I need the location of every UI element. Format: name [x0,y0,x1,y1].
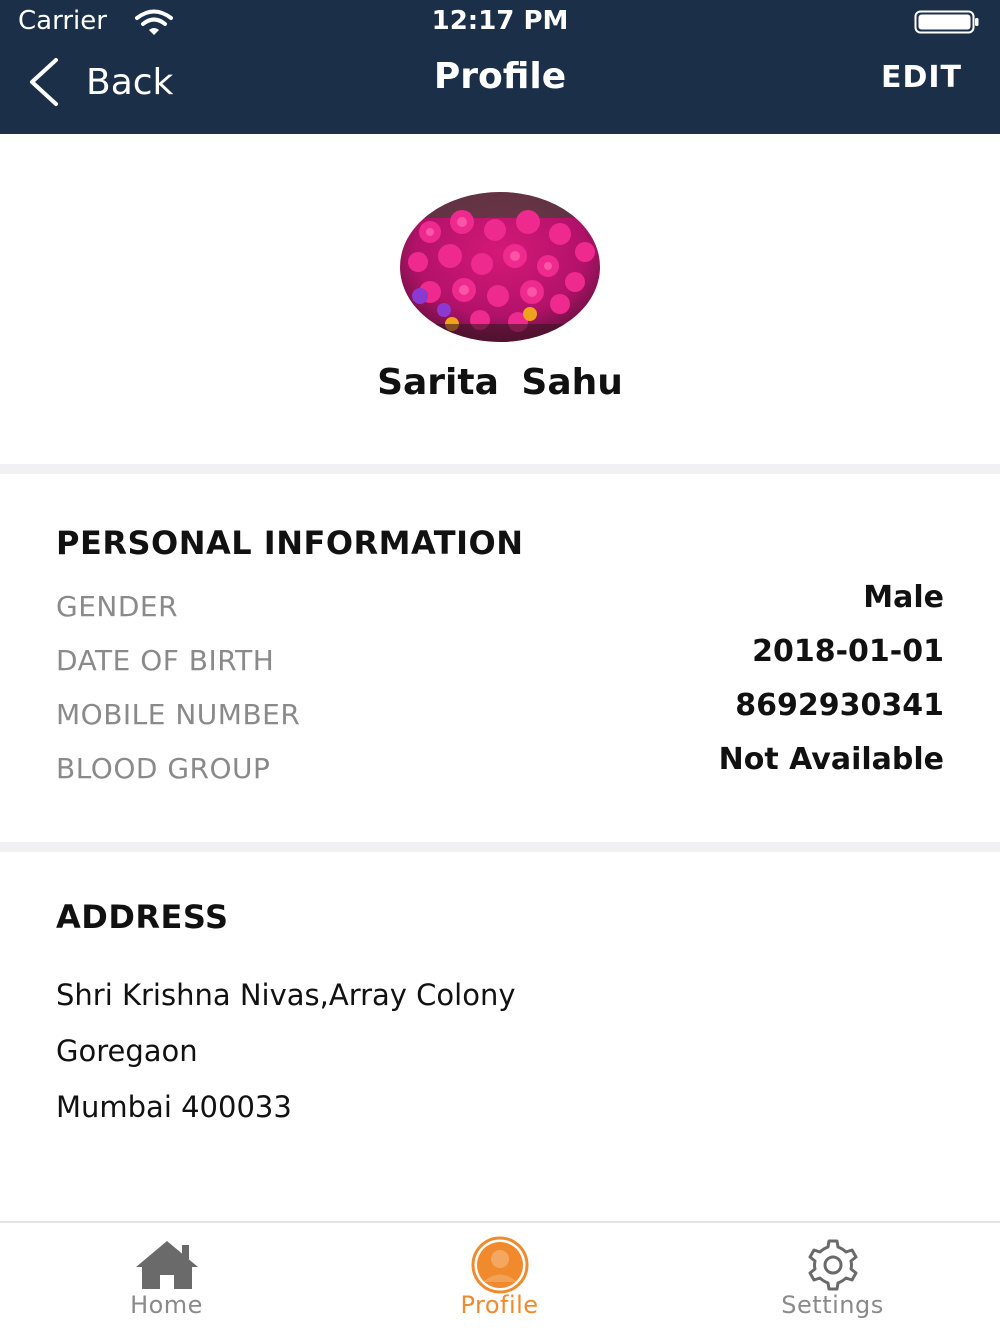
gender-value: Male [863,580,944,615]
avatar[interactable] [400,192,600,342]
profile-name: Sarita Sahu [377,362,623,403]
back-button[interactable] [24,54,173,110]
tab-profile-label: Profile [460,1291,539,1319]
section-title-address: ADDRESS [56,898,229,936]
user-icon [463,1235,537,1295]
gender-label: GENDER [56,590,179,623]
status-time: 12:17 PM [431,6,569,36]
tab-home[interactable] [0,1223,333,1334]
address-line-2: Goregaon [56,1034,198,1068]
chevron-left-icon [24,57,64,107]
blood-group-label: BLOOD GROUP [56,752,271,785]
section-divider [0,842,1000,852]
navigation-header [0,0,1000,134]
home-icon [130,1235,204,1295]
page-title: Profile [433,56,567,97]
blood-group-value: Not Available [718,742,944,777]
date-of-birth-label: DATE OF BIRTH [56,644,275,677]
section-title-personal: PERSONAL INFORMATION [56,524,524,562]
gear-icon [796,1235,870,1295]
tab-settings-label: Settings [781,1291,884,1319]
tab-home-label: Home [130,1291,203,1319]
date-of-birth-value: 2018-01-01 [752,634,944,669]
mobile-number-label: MOBILE NUMBER [56,698,301,731]
carrier-label: Carrier [18,6,107,36]
tab-profile[interactable] [333,1223,666,1334]
address-line-1: Shri Krishna Nivas,Array Colony [56,978,516,1012]
edit-button[interactable]: EDIT [880,60,962,95]
flower-photo-icon [400,192,600,342]
address-section [0,852,1000,1220]
section-divider [0,464,1000,474]
address-line-3: Mumbai 400033 [56,1090,292,1124]
battery-icon [914,10,980,34]
personal-information-section [0,474,1000,842]
back-label: Back [86,61,174,103]
profile-summary [0,134,1000,464]
mobile-number-value: 8692930341 [735,688,944,723]
tab-settings[interactable] [666,1223,999,1334]
tab-bar [0,1221,1000,1334]
